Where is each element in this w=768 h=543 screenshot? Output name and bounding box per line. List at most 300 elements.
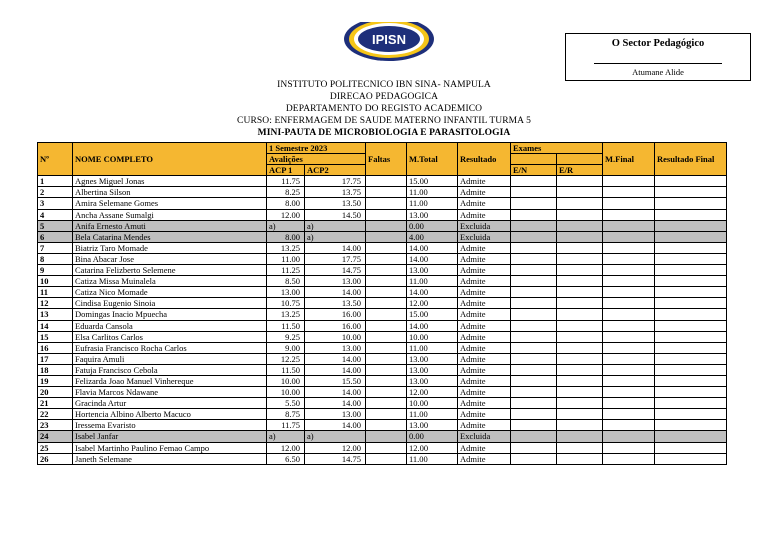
absences-cell — [366, 287, 407, 298]
final-mark-cell — [603, 320, 655, 331]
student-name: Catiza Nico Momade — [73, 287, 267, 298]
acp2-grade: a) — [305, 220, 366, 231]
student-row — [38, 309, 727, 320]
student-number: 22 — [38, 409, 73, 420]
final-result-cell — [655, 431, 727, 442]
student-number: 21 — [38, 398, 73, 409]
acp1-grade: 9.25 — [267, 331, 305, 342]
student-row — [38, 353, 727, 364]
acp1-grade: 11.75 — [267, 420, 305, 431]
absences-cell — [366, 209, 407, 220]
student-row — [38, 265, 727, 276]
exam-resit-cell — [557, 276, 603, 287]
header-exam-normal: E/N — [511, 165, 557, 176]
department-name: DEPARTAMENTO DO REGISTO ACADEMICO — [285, 104, 483, 114]
acp1-grade: 10.00 — [267, 375, 305, 386]
absences-cell — [366, 409, 407, 420]
final-mark-cell — [603, 209, 655, 220]
absences-cell — [366, 198, 407, 209]
exam-normal-cell — [511, 242, 557, 253]
acp1-grade: 8.75 — [267, 409, 305, 420]
header-acp2: ACP2 — [305, 165, 366, 176]
student-row — [38, 342, 727, 353]
absences-cell — [366, 342, 407, 353]
student-name: Iressema Evaristo — [73, 420, 267, 431]
final-result-cell — [655, 265, 727, 276]
student-number: 7 — [38, 242, 73, 253]
total-mark: 0.00 — [407, 431, 458, 442]
result-cell: Admite — [458, 309, 511, 320]
exam-resit-cell — [557, 231, 603, 242]
student-row — [38, 364, 727, 375]
exam-normal-cell — [511, 298, 557, 309]
student-name: Hortencia Albino Alberto Macuco — [73, 409, 267, 420]
acp2-grade: 17.75 — [305, 253, 366, 264]
result-cell: Admite — [458, 265, 511, 276]
exam-resit-cell — [557, 209, 603, 220]
acp1-grade: 8.50 — [267, 276, 305, 287]
final-mark-cell — [603, 220, 655, 231]
document-title: MINI-PAUTA DE MICROBIOLOGIA E PARASITOLOGIA — [257, 128, 511, 138]
final-mark-cell — [603, 276, 655, 287]
final-mark-cell — [603, 409, 655, 420]
acp1-grade: 10.75 — [267, 298, 305, 309]
exam-resit-cell — [557, 442, 603, 453]
acp1-grade: 10.00 — [267, 387, 305, 398]
final-result-cell — [655, 253, 727, 264]
grades-table — [37, 142, 727, 465]
total-mark: 13.00 — [407, 375, 458, 386]
final-mark-cell — [603, 242, 655, 253]
header-exams: Exames — [511, 143, 603, 154]
acp2-grade: 14.00 — [305, 420, 366, 431]
total-mark: 10.00 — [407, 398, 458, 409]
exam-normal-cell — [511, 265, 557, 276]
acp2-grade: 14.00 — [305, 287, 366, 298]
sector-title: O Sector Pedagógico — [611, 38, 705, 49]
total-mark: 15.00 — [407, 176, 458, 187]
student-name: Bina Abacar Jose — [73, 253, 267, 264]
acp2-grade: 12.00 — [305, 442, 366, 453]
acp1-grade: 8.25 — [267, 187, 305, 198]
final-result-cell — [655, 420, 727, 431]
final-result-cell — [655, 198, 727, 209]
student-name: Isabel Martinho Paulino Femao Campo — [73, 442, 267, 453]
student-row — [38, 198, 727, 209]
absences-cell — [366, 309, 407, 320]
student-name: Eduarda Cansola — [73, 320, 267, 331]
total-mark: 0.00 — [407, 220, 458, 231]
student-number: 16 — [38, 342, 73, 353]
absences-cell — [366, 276, 407, 287]
exam-resit-cell — [557, 387, 603, 398]
student-number: 6 — [38, 231, 73, 242]
result-cell: Admite — [458, 176, 511, 187]
header-final-result: Resultado Final — [655, 143, 727, 176]
acp1-grade: 13.25 — [267, 242, 305, 253]
student-row — [38, 442, 727, 453]
exam-resit-cell — [557, 198, 603, 209]
final-mark-cell — [603, 387, 655, 398]
student-name: Fatuja Francisco Cebola — [73, 364, 267, 375]
acp2-grade: 13.50 — [305, 298, 366, 309]
acp2-grade: 14.00 — [305, 387, 366, 398]
acp1-grade: 11.00 — [267, 253, 305, 264]
total-mark: 4.00 — [407, 231, 458, 242]
acp1-grade: 11.25 — [267, 265, 305, 276]
student-row — [38, 298, 727, 309]
student-row — [38, 331, 727, 342]
student-number: 18 — [38, 364, 73, 375]
student-row — [38, 242, 727, 253]
student-number: 24 — [38, 431, 73, 442]
exam-normal-cell — [511, 287, 557, 298]
acp1-grade: 8.00 — [267, 231, 305, 242]
final-result-cell — [655, 375, 727, 386]
student-row — [38, 287, 727, 298]
total-mark: 14.00 — [407, 287, 458, 298]
result-cell: Admite — [458, 320, 511, 331]
final-result-cell — [655, 442, 727, 453]
student-row — [38, 398, 727, 409]
final-mark-cell — [603, 309, 655, 320]
exam-resit-cell — [557, 287, 603, 298]
absences-cell — [366, 364, 407, 375]
absences-cell — [366, 331, 407, 342]
student-number: 2 — [38, 187, 73, 198]
absences-cell — [366, 442, 407, 453]
student-number: 19 — [38, 375, 73, 386]
exam-normal-cell — [511, 353, 557, 364]
final-mark-cell — [603, 176, 655, 187]
final-mark-cell — [603, 353, 655, 364]
signature-line — [594, 63, 722, 64]
student-name: Faquira Amuli — [73, 353, 267, 364]
exam-normal-cell — [511, 431, 557, 442]
total-mark: 13.00 — [407, 265, 458, 276]
acp2-grade: 14.75 — [305, 265, 366, 276]
result-cell: Admite — [458, 442, 511, 453]
acp1-grade: 11.50 — [267, 364, 305, 375]
student-name: Albertina Silson — [73, 187, 267, 198]
total-mark: 13.00 — [407, 420, 458, 431]
acp1-grade: 12.00 — [267, 442, 305, 453]
acp2-grade: 14.00 — [305, 364, 366, 375]
final-mark-cell — [603, 231, 655, 242]
result-cell: Admite — [458, 187, 511, 198]
student-row — [38, 187, 727, 198]
student-number: 1 — [38, 176, 73, 187]
absences-cell — [366, 453, 407, 464]
result-cell: Admite — [458, 398, 511, 409]
result-cell: Admite — [458, 276, 511, 287]
exam-resit-cell — [557, 265, 603, 276]
total-mark: 11.00 — [407, 409, 458, 420]
result-cell: Admite — [458, 375, 511, 386]
acp2-grade: 13.00 — [305, 276, 366, 287]
final-result-cell — [655, 342, 727, 353]
student-number: 23 — [38, 420, 73, 431]
student-number: 3 — [38, 198, 73, 209]
exam-normal-cell — [511, 198, 557, 209]
acp2-grade: 13.00 — [305, 409, 366, 420]
final-result-cell — [655, 387, 727, 398]
final-result-cell — [655, 209, 727, 220]
student-number: 12 — [38, 298, 73, 309]
student-row — [38, 431, 727, 442]
result-cell: Admite — [458, 353, 511, 364]
total-mark: 11.00 — [407, 198, 458, 209]
total-mark: 13.00 — [407, 364, 458, 375]
course-name: CURSO: ENFERMAGEM DE SAUDE MATERNO INFANTIL TURMA 5 — [237, 116, 531, 126]
exam-resit-cell — [557, 176, 603, 187]
student-number: 10 — [38, 276, 73, 287]
header-exams-blank-2 — [557, 154, 603, 165]
acp1-grade: 12.25 — [267, 353, 305, 364]
acp2-grade: 14.00 — [305, 242, 366, 253]
final-mark-cell — [603, 187, 655, 198]
acp2-grade: 13.75 — [305, 187, 366, 198]
header-semester: 1 Semestre 2023 — [267, 143, 366, 154]
final-mark-cell — [603, 298, 655, 309]
final-result-cell — [655, 409, 727, 420]
header-total-mark: M.Total — [407, 143, 458, 176]
absences-cell — [366, 265, 407, 276]
exam-resit-cell — [557, 220, 603, 231]
final-result-cell — [655, 187, 727, 198]
exam-normal-cell — [511, 276, 557, 287]
result-cell: Admite — [458, 342, 511, 353]
acp1-grade: 6.50 — [267, 453, 305, 464]
exam-resit-cell — [557, 431, 603, 442]
exam-normal-cell — [511, 409, 557, 420]
header-exam-resit: E/R — [557, 165, 603, 176]
exam-normal-cell — [511, 364, 557, 375]
exam-normal-cell — [511, 176, 557, 187]
acp2-grade: 13.00 — [305, 342, 366, 353]
acp2-grade: 16.00 — [305, 320, 366, 331]
acp2-grade: 17.75 — [305, 176, 366, 187]
exam-resit-cell — [557, 320, 603, 331]
result-cell: Admite — [458, 420, 511, 431]
final-mark-cell — [603, 342, 655, 353]
acp1-grade: 9.00 — [267, 342, 305, 353]
total-mark: 10.00 — [407, 331, 458, 342]
student-name: Agnes Miguel Jonas — [73, 176, 267, 187]
final-mark-cell — [603, 420, 655, 431]
exam-normal-cell — [511, 375, 557, 386]
exam-normal-cell — [511, 320, 557, 331]
exam-normal-cell — [511, 231, 557, 242]
result-cell: Excluida — [458, 431, 511, 442]
exam-resit-cell — [557, 298, 603, 309]
result-cell: Admite — [458, 242, 511, 253]
student-row — [38, 420, 727, 431]
exam-normal-cell — [511, 398, 557, 409]
acp2-grade: 13.50 — [305, 198, 366, 209]
acp2-grade: 14.50 — [305, 209, 366, 220]
student-name: Biatriz Taro Momade — [73, 242, 267, 253]
student-number: 5 — [38, 220, 73, 231]
student-number: 4 — [38, 209, 73, 220]
exam-resit-cell — [557, 420, 603, 431]
student-row — [38, 253, 727, 264]
student-number: 26 — [38, 453, 73, 464]
total-mark: 11.00 — [407, 453, 458, 464]
absences-cell — [366, 375, 407, 386]
final-result-cell — [655, 309, 727, 320]
student-name: Catarina Felizberto Selemene — [73, 265, 267, 276]
exam-resit-cell — [557, 375, 603, 386]
exam-resit-cell — [557, 453, 603, 464]
exam-resit-cell — [557, 309, 603, 320]
student-name: Janeth Selemane — [73, 453, 267, 464]
final-result-cell — [655, 398, 727, 409]
exam-resit-cell — [557, 187, 603, 198]
acp1-grade: 13.25 — [267, 309, 305, 320]
absences-cell — [366, 253, 407, 264]
exam-resit-cell — [557, 398, 603, 409]
result-cell: Admite — [458, 298, 511, 309]
result-cell: Admite — [458, 409, 511, 420]
result-cell: Admite — [458, 198, 511, 209]
acp2-grade: 16.00 — [305, 309, 366, 320]
acp2-grade: 14.00 — [305, 398, 366, 409]
student-row — [38, 231, 727, 242]
acp2-grade: 10.00 — [305, 331, 366, 342]
final-result-cell — [655, 276, 727, 287]
total-mark: 15.00 — [407, 309, 458, 320]
acp2-grade: 14.00 — [305, 353, 366, 364]
acp1-grade: 12.00 — [267, 209, 305, 220]
exam-normal-cell — [511, 209, 557, 220]
student-name: Felizarda Joao Manuel Vinhereque — [73, 375, 267, 386]
absences-cell — [366, 387, 407, 398]
student-number: 9 — [38, 265, 73, 276]
student-name: Amira Selemane Gomes — [73, 198, 267, 209]
exam-normal-cell — [511, 253, 557, 264]
absences-cell — [366, 298, 407, 309]
final-mark-cell — [603, 364, 655, 375]
absences-cell — [366, 420, 407, 431]
student-number: 20 — [38, 387, 73, 398]
student-name: Eufrasia Francisco Rocha Carlos — [73, 342, 267, 353]
total-mark: 12.00 — [407, 442, 458, 453]
final-mark-cell — [603, 287, 655, 298]
result-cell: Admite — [458, 287, 511, 298]
final-result-cell — [655, 231, 727, 242]
student-name: Ancha Assane Sumalgi — [73, 209, 267, 220]
acp1-grade: 8.00 — [267, 198, 305, 209]
student-row — [38, 276, 727, 287]
student-name: Anifa Ernesto Amuti — [73, 220, 267, 231]
result-cell: Admite — [458, 253, 511, 264]
student-row — [38, 375, 727, 386]
total-mark: 11.00 — [407, 187, 458, 198]
exam-resit-cell — [557, 331, 603, 342]
student-name: Domingas Inacio Mpuecha — [73, 309, 267, 320]
result-cell: Excluida — [458, 220, 511, 231]
student-name: Cindisa Eugenio Sinoia — [73, 298, 267, 309]
acp1-grade: 11.50 — [267, 320, 305, 331]
total-mark: 12.00 — [407, 387, 458, 398]
student-row — [38, 220, 727, 231]
final-mark-cell — [603, 453, 655, 464]
result-cell: Admite — [458, 331, 511, 342]
result-cell: Admite — [458, 364, 511, 375]
result-cell: Excluida — [458, 231, 511, 242]
total-mark: 11.00 — [407, 276, 458, 287]
final-mark-cell — [603, 265, 655, 276]
direction-name: DIRECAO PEDAGOGICA — [329, 92, 439, 102]
final-result-cell — [655, 453, 727, 464]
exam-normal-cell — [511, 309, 557, 320]
exam-normal-cell — [511, 220, 557, 231]
final-result-cell — [655, 320, 727, 331]
student-name: Gracinda Artur — [73, 398, 267, 409]
student-row — [38, 409, 727, 420]
absences-cell — [366, 231, 407, 242]
acp1-grade: 13.00 — [267, 287, 305, 298]
header-full-name: NOME COMPLETO — [73, 143, 267, 176]
total-mark: 13.00 — [407, 353, 458, 364]
student-number: 17 — [38, 353, 73, 364]
header-exams-blank — [511, 154, 557, 165]
total-mark: 14.00 — [407, 253, 458, 264]
student-row — [38, 176, 727, 187]
student-row — [38, 209, 727, 220]
absences-cell — [366, 431, 407, 442]
exam-normal-cell — [511, 442, 557, 453]
total-mark: 12.00 — [407, 298, 458, 309]
final-result-cell — [655, 220, 727, 231]
header-final-mark: M.Final — [603, 143, 655, 176]
header-absences: Faltas — [366, 143, 407, 176]
final-result-cell — [655, 331, 727, 342]
result-cell: Admite — [458, 209, 511, 220]
exam-normal-cell — [511, 331, 557, 342]
acp2-grade: 14.75 — [305, 453, 366, 464]
student-name: Flavia Marcos Ndawane — [73, 387, 267, 398]
absences-cell — [366, 187, 407, 198]
acp2-grade: a) — [305, 431, 366, 442]
total-mark: 13.00 — [407, 209, 458, 220]
student-name: Bela Catarina Mendes — [73, 231, 267, 242]
final-mark-cell — [603, 442, 655, 453]
absences-cell — [366, 176, 407, 187]
final-result-cell — [655, 287, 727, 298]
absences-cell — [366, 220, 407, 231]
student-row — [38, 320, 727, 331]
final-mark-cell — [603, 398, 655, 409]
student-number: 25 — [38, 442, 73, 453]
exam-resit-cell — [557, 364, 603, 375]
acp1-grade: 5.50 — [267, 398, 305, 409]
final-mark-cell — [603, 331, 655, 342]
acp1-grade: a) — [267, 431, 305, 442]
student-number: 15 — [38, 331, 73, 342]
final-result-cell — [655, 176, 727, 187]
total-mark: 14.00 — [407, 320, 458, 331]
final-mark-cell — [603, 198, 655, 209]
header-row-1 — [38, 143, 727, 154]
exam-normal-cell — [511, 187, 557, 198]
logo-text: IPISN — [372, 32, 406, 47]
student-name: Elsa Carlitos Carlos — [73, 331, 267, 342]
final-mark-cell — [603, 253, 655, 264]
exam-resit-cell — [557, 342, 603, 353]
final-result-cell — [655, 242, 727, 253]
